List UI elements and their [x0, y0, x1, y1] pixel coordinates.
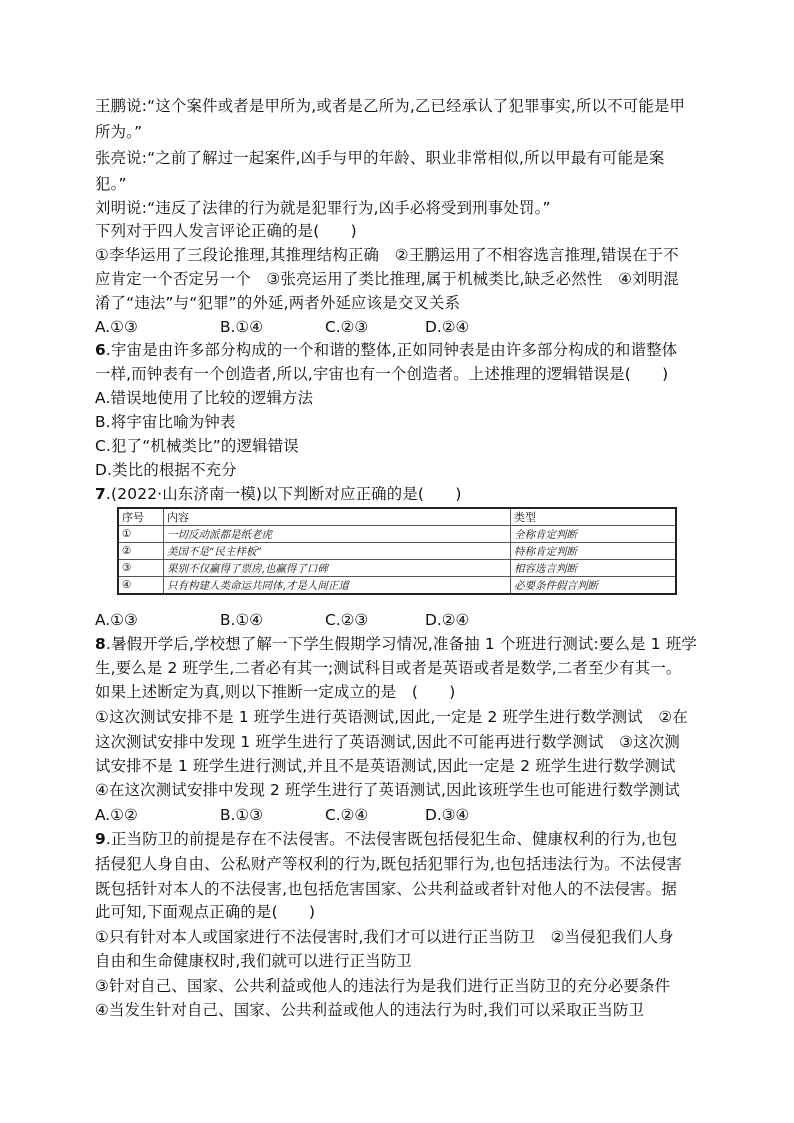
q9-stem-line: 既包括针对本人的不法侵害,也包括危害国家、公共利益或者针对他人的不法侵害。据 [95, 880, 677, 898]
table-cell: 果别不仅赢得了票房,也赢得了口碑 [164, 560, 511, 577]
table-cell: 美国不是“民主样板” [164, 543, 511, 560]
q7-stem-text: .(2022·山东济南一模)以下判断对应正确的是( ) [105, 485, 462, 503]
q9-stem-line: 括侵犯人身自由、公私财产等权利的行为,既包括犯罪行为,也包括违法行为。不法侵害 [95, 855, 683, 873]
q6-option-c[interactable]: C.犯了“机械类比”的逻辑错误 [95, 437, 299, 455]
q5-prompt: 下列对于四人发言评论正确的是( ) [95, 222, 357, 240]
table-header-cell: 内容 [164, 508, 511, 526]
q6-option-a[interactable]: A.错误地使用了比较的逻辑方法 [95, 389, 314, 407]
table-cell: 全称肯定判断 [511, 526, 677, 543]
table-cell: 必要条件假言判断 [511, 577, 677, 595]
table-cell: 只有构建人类命运共同体,才是人间正道 [164, 577, 511, 595]
q9-statement-line: ①只有针对本人或国家进行不法侵害时,我们才可以进行正当防卫 ②当侵犯我们人身 [95, 928, 674, 946]
table-cell: ③ [118, 560, 164, 577]
q8-number: 8 [95, 635, 106, 653]
q5-line: 刘明说:“违反了法律的行为就是犯罪行为,凶手必将受到刑事处罚。” [95, 199, 551, 217]
q7-option-b[interactable]: B.①④ [220, 611, 264, 629]
q8-statement-line: 试安排不是 1 班学生进行测试,并且不是英语测试,因此一定是 2 班学生进行数学测试 [95, 757, 676, 775]
table-cell: ① [118, 526, 164, 543]
table-row [118, 526, 676, 543]
q8-stem-line: 生,要么是 2 班学生,二者必有其一;测试科目或者是英语或者是数学,二者至少有其一。 [95, 659, 682, 677]
q5-option-a[interactable]: A.①③ [95, 318, 138, 336]
q6-stem-text: .宇宙是由许多部分构成的一个和谐的整体,正如同钟表是由许多部分构成的和谐整体 [105, 341, 678, 359]
q8-option-a[interactable]: A.①② [95, 806, 138, 824]
q6-option-d[interactable]: D.类比的根据不充分 [95, 461, 237, 479]
q5-line: 王鹏说:“这个案件或者是甲所为,或者是乙所为,乙已经承认了犯罪事实,所以不可能是甲 [95, 97, 686, 115]
q6-number: 6 [95, 341, 106, 359]
q5-option-d[interactable]: D.②④ [425, 318, 470, 336]
q7-option-a[interactable]: A.①③ [95, 611, 138, 629]
q7-options [95, 610, 715, 630]
q9-prompt: 此可知,下面观点正确的是( ) [95, 903, 316, 921]
table-row [118, 577, 676, 595]
q5-options [95, 317, 715, 337]
q9-statement-line: ③针对自己、国家、公共利益或他人的违法行为是我们进行正当防卫的充分必要条件 [95, 977, 671, 995]
q9-stem-line [95, 829, 715, 849]
table-cell: ② [118, 543, 164, 560]
q8-stem-line [95, 634, 715, 654]
q9-statement-line: ④当发生针对自己、国家、公共利益或他人的违法行为时,我们可以采取正当防卫 [95, 1001, 645, 1019]
q7-option-c[interactable]: C.②③ [325, 611, 369, 629]
q9-statement-line: 自由和生命健康权时,我们就可以进行正当防卫 [95, 952, 412, 970]
q8-option-b[interactable]: B.①③ [220, 806, 264, 824]
table-cell: 相容选言判断 [511, 560, 677, 577]
q9-stem-text: .正当防卫的前提是存在不法侵害。不法侵害既包括侵犯生命、健康权利的行为,也包 [105, 830, 678, 848]
q8-stem-text: .暑假开学后,学校想了解一下学生假期学习情况,准备抽 1 个班进行测试:要么是 1 班学 [105, 635, 698, 653]
q8-option-d[interactable]: D.③④ [425, 806, 470, 824]
table-row [118, 543, 676, 560]
q6-option-b[interactable]: B.将宇宙比喻为钟表 [95, 413, 236, 431]
q7-option-d[interactable]: D.②④ [425, 611, 470, 629]
q5-statement-line: 淆了“违法”与“犯罪”的外延,两者外延应该是交叉关系 [95, 294, 461, 312]
q5-line: 张亮说:“之前了解过一起案件,凶手与甲的年龄、职业非常相似,所以甲最有可能是案 [95, 149, 665, 167]
q8-statement-line: ①这次测试安排不是 1 班学生进行英语测试,因此,一定是 2 班学生进行数学测试 ②在 [95, 708, 689, 726]
q5-statement-line: ①李华运用了三段论推理,其推理结构正确 ②王鹏运用了不相容选言推理,错误在于不 [95, 246, 679, 264]
table-cell: 特称肯定判断 [511, 543, 677, 560]
q7-table [117, 507, 677, 595]
q5-option-c[interactable]: C.②③ [325, 318, 369, 336]
q8-statement-line: ④在这次测试安排中发现 2 班学生进行了英语测试,因此该班学生也可能进行数学测试 [95, 781, 680, 799]
q5-statement-line: 应肯定一个否定另一个 ③张亮运用了类比推理,属于机械类比,缺乏必然性 ④刘明混 [95, 270, 679, 288]
q8-prompt: 如果上述断定为真,则以下推断一定成立的是 ( ) [95, 683, 456, 701]
table-header-cell: 序号 [118, 508, 164, 526]
q7-stem-line [95, 484, 715, 504]
q5-line: 犯。” [95, 175, 127, 193]
q8-statement-line: 这次测试安排中发现 1 班学生进行了英语测试,因此不可能再进行数学测试 ③这次测 [95, 733, 680, 751]
table-cell: ④ [118, 577, 164, 595]
table-header-row [118, 508, 676, 526]
table-cell: 一切反动派都是纸老虎 [164, 526, 511, 543]
q5-line: 所为。” [95, 123, 143, 141]
q5-option-b[interactable]: B.①④ [220, 318, 264, 336]
table-header-cell: 类型 [511, 508, 677, 526]
q8-option-c[interactable]: C.②④ [325, 806, 369, 824]
table-row [118, 560, 676, 577]
q7-number: 7 [95, 485, 106, 503]
q6-stem-line [95, 340, 715, 360]
q8-options [95, 805, 715, 825]
q9-number: 9 [95, 830, 106, 848]
q6-stem-line: 一样,而钟表有一个创造者,所以,宇宙也有一个创造者。上述推理的逻辑错误是( ) [95, 365, 669, 383]
